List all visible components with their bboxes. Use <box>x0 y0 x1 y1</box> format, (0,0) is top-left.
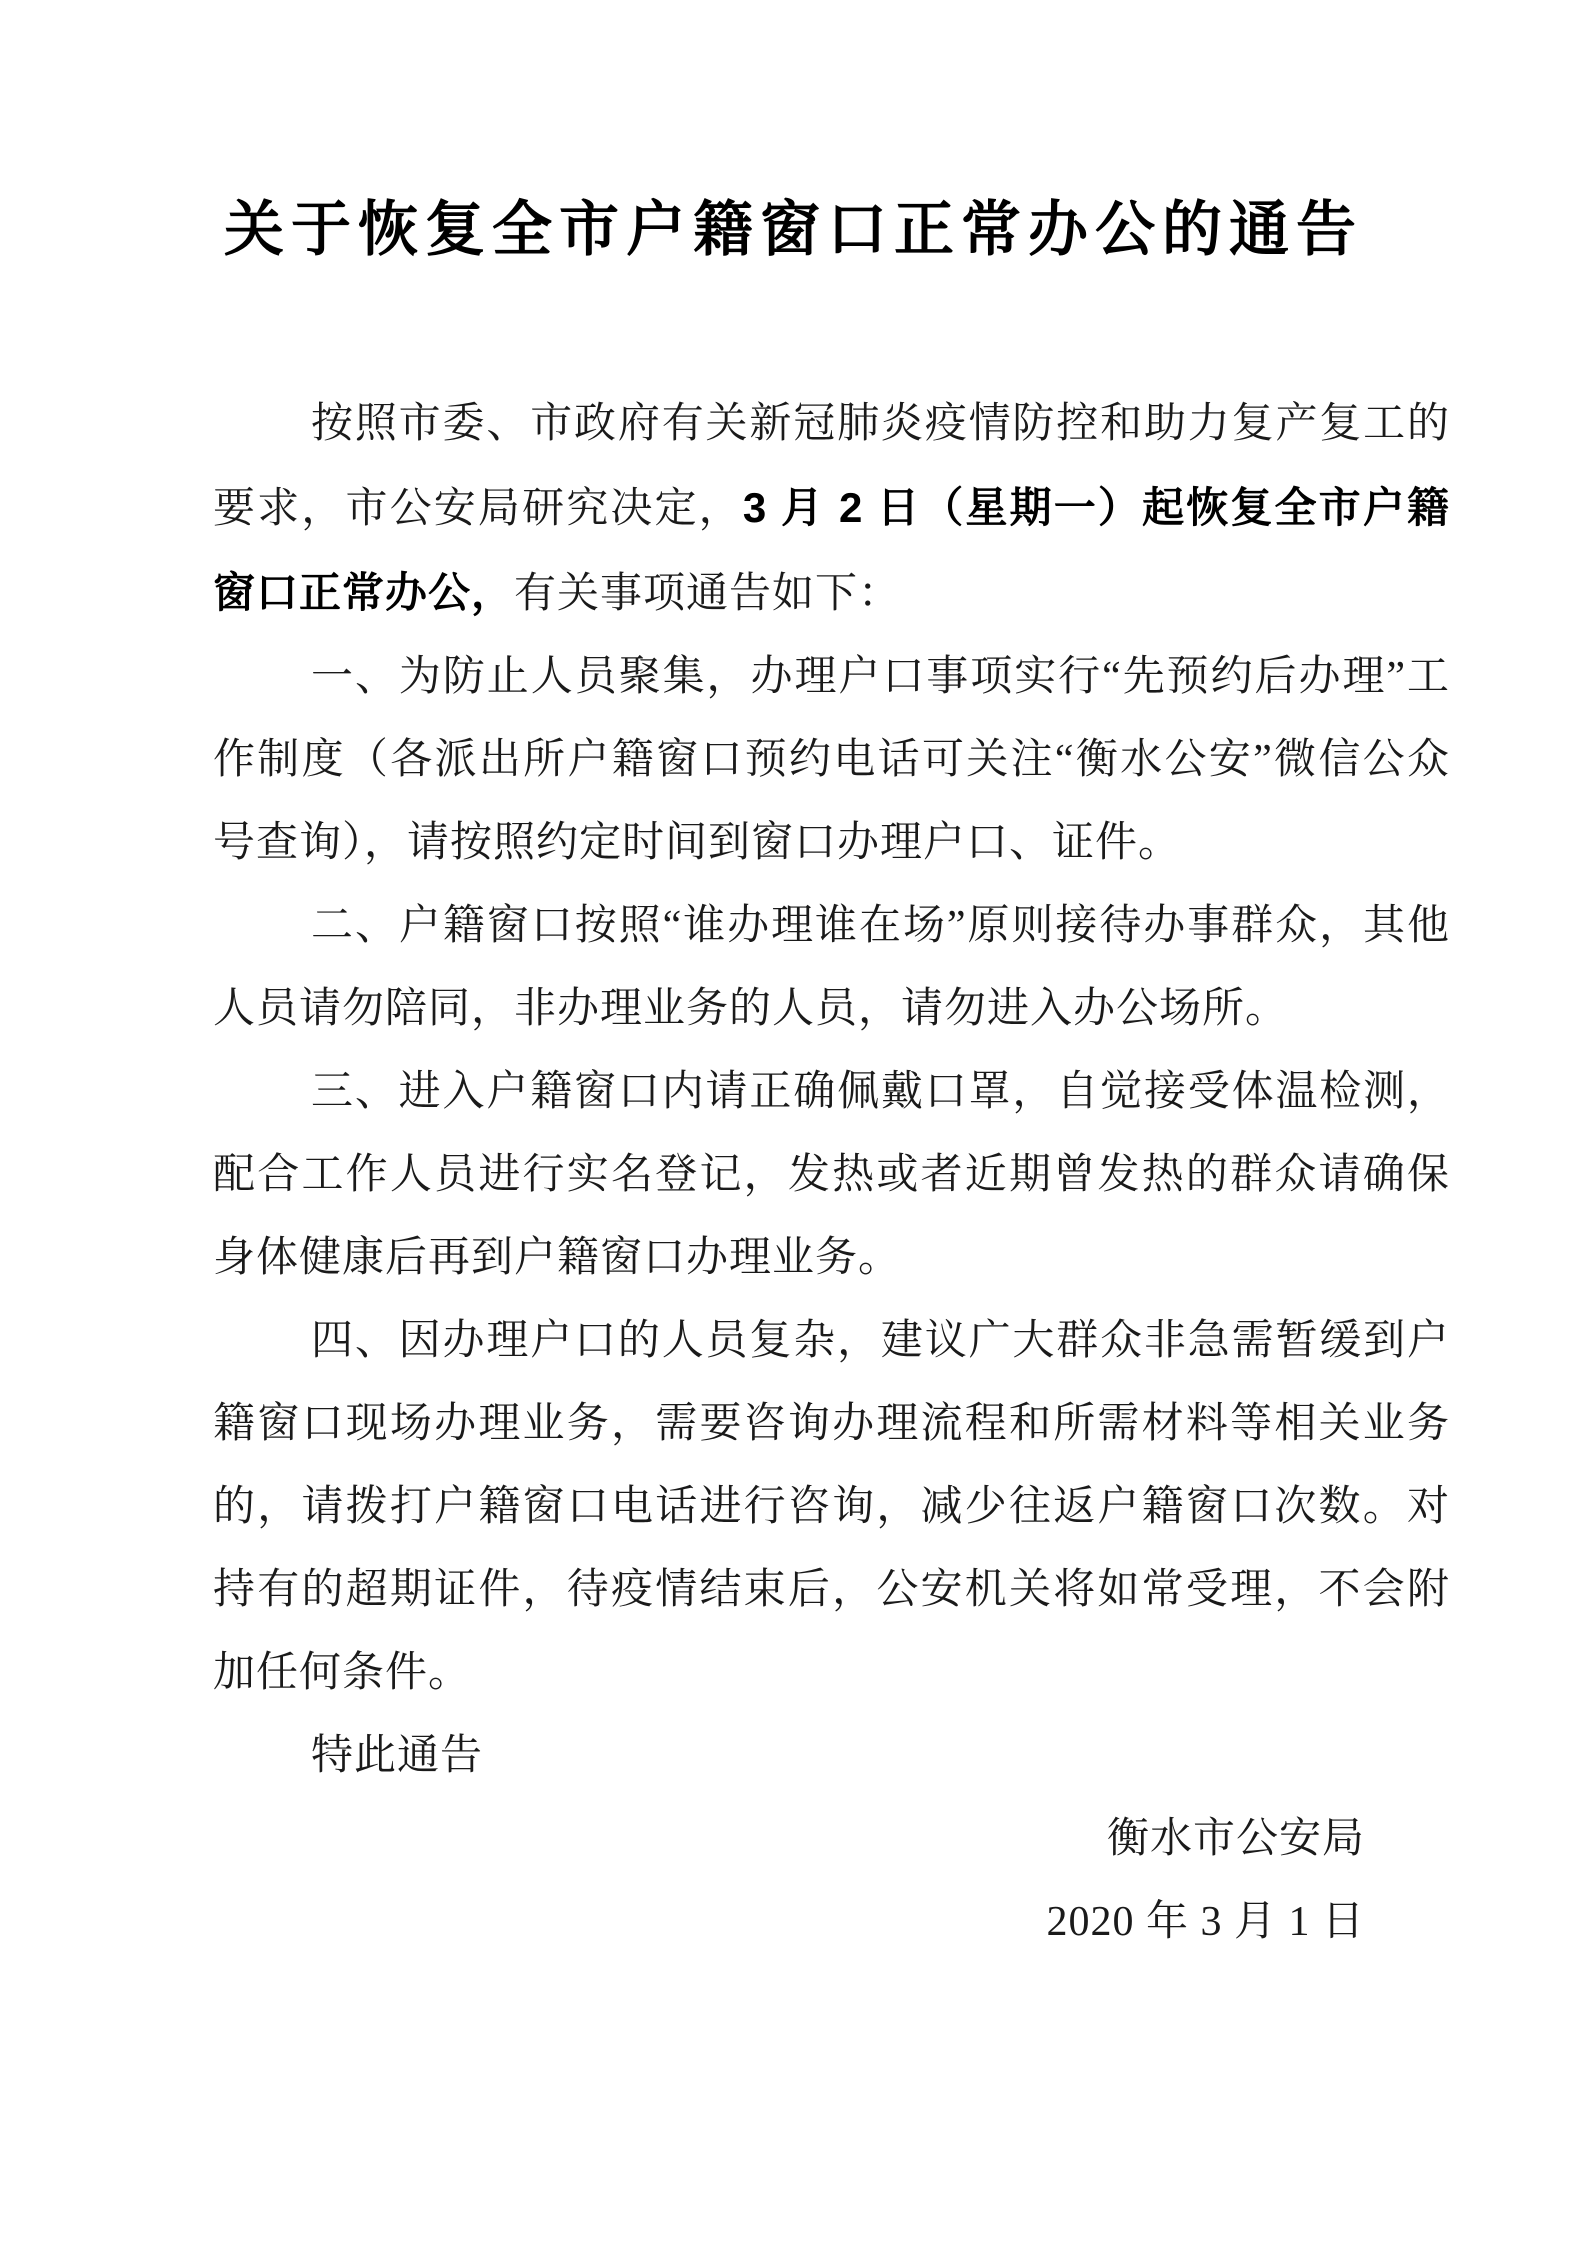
intro-lead-text: 按照市委、市政府有关新冠肺炎疫情防控和助力复产复工的要求，市公安局研究决定， <box>213 401 1450 532</box>
intro-tail-text: 有关事项通告如下： <box>514 571 902 617</box>
issuer-line: 衡水市公安局 <box>1106 1816 1365 1862</box>
intro-emphasis-text: 3 月 2 日（星期一）起恢复全市户籍窗口正常办公， <box>213 484 1450 616</box>
item-paragraph-3: 三、进入户籍窗口内请正确佩戴口罩，自觉接受体温检测，配合工作人员进行实名登记，发热或者近期曾发热的群众请确保身体健康后再到户籍窗口办理业务。 <box>213 1069 1450 1281</box>
page-title: 关于恢复全市户籍窗口正常办公的通告 <box>224 196 1363 263</box>
item-paragraph-1: 一、为防止人员聚集，办理户口事项实行“先预约后办理”工作制度（各派出所户籍窗口预约电话可关注“衡水公安”微信公众号查询），请按照约定时间到窗口办理户口、证件。 <box>213 654 1450 866</box>
item-paragraph-4: 四、因办理户口的人员复杂，建议广大群众非急需暂缓到户籍窗口现场办理业务，需要咨询办理流程和所需材料等相关业务的，请拨打户籍窗口电话进行咨询，减少往返户籍窗口次数。对持有的超期证件，待疫情结束后，公安机关将如常受理，不会附加任何条件。 <box>213 1318 1450 1696</box>
closing-line: 特此通告 <box>311 1733 484 1779</box>
item-paragraph-2: 二、户籍窗口按照“谁办理谁在场”原则接待办事群众，其他人员请勿陪同，非办理业务的人员，请勿进入办公场所。 <box>213 903 1450 1032</box>
intro-paragraph <box>213 383 1450 636</box>
date-line: 2020 年 3 月 1 日 <box>1046 1899 1365 1945</box>
document-body <box>213 383 1450 1964</box>
